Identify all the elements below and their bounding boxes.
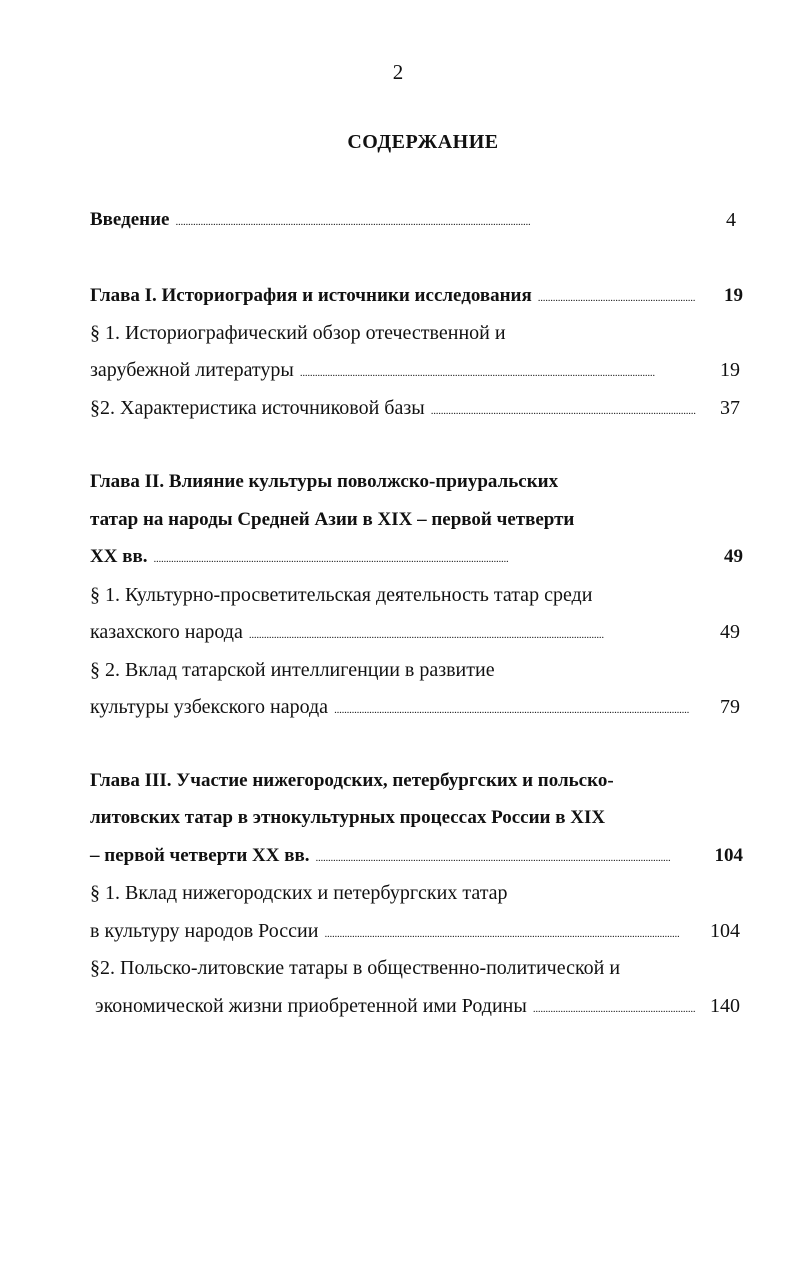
entry-text: казахского народа: [90, 617, 249, 647]
entry-text: культуры узбекского народа: [90, 692, 334, 722]
toc-entry-2-2[interactable]: [90, 692, 696, 722]
toc-entry-1-1[interactable]: [90, 355, 696, 385]
toc-entry-intro[interactable]: [90, 205, 696, 235]
toc-entry-3-1[interactable]: [90, 916, 696, 946]
entry-text: зарубежной литературы: [90, 355, 300, 385]
toc-entry-1-1-line1[interactable]: § 1. Историографический обзор отечественной и: [90, 322, 506, 344]
toc-entry-3-2-line1[interactable]: §2. Польско-литовские татары в общественно-политической и: [90, 957, 621, 979]
entry-text: Глава I. Историография и источники исследования: [90, 281, 538, 311]
leader-dots: [176, 205, 697, 237]
entry-text: Введение: [90, 205, 176, 235]
toc-entry-2-1-line1[interactable]: § 1. Культурно-просветительская деятельность татар среди: [90, 584, 593, 606]
page-number: 2: [392, 60, 404, 84]
leader-dots: [324, 916, 696, 949]
entry-text: §2. Характеристика источниковой базы: [90, 393, 431, 423]
leader-dots: [300, 355, 696, 388]
toc-entry-chapter-2[interactable]: [90, 542, 696, 572]
leader-dots: [249, 617, 696, 650]
toc-entry-3-2[interactable]: [90, 991, 696, 1021]
toc-entry-chapter-3[interactable]: [90, 841, 696, 871]
leader-dots: [316, 841, 696, 873]
toc-entry-2-2-line1[interactable]: § 2. Вклад татарской интеллигенции в развитие: [90, 659, 495, 681]
leader-dots: [538, 281, 696, 313]
entry-text: – первой четверти XX вв.: [90, 841, 316, 871]
toc-entry-1-2[interactable]: [90, 393, 696, 423]
entry-text: экономической жизни приобретенной ими Родины: [90, 991, 533, 1021]
leader-dots: [431, 393, 696, 426]
leader-dots: [153, 542, 696, 574]
toc-entry-chapter-3-line2[interactable]: литовских татар в этнокультурных процессах России в XIX: [90, 807, 606, 828]
toc-entry-chapter-1[interactable]: [90, 281, 696, 311]
entry-text: в культуру народов России: [90, 916, 324, 946]
leader-dots: [334, 692, 696, 725]
toc-title: СОДЕРЖАНИЕ: [347, 131, 499, 153]
toc-entry-chapter-3-line1[interactable]: Глава III. Участие нижегородских, петербургских и польско-: [90, 770, 614, 791]
toc-entry-chapter-2-line2[interactable]: татар на народы Средней Азии в XIX – первой четверти: [90, 509, 575, 530]
toc-entry-3-1-line1[interactable]: § 1. Вклад нижегородских и петербургских татар: [90, 882, 508, 904]
entry-text: XX вв.: [90, 542, 153, 572]
leader-dots: [533, 991, 696, 1024]
toc-entry-chapter-2-line1[interactable]: Глава II. Влияние культуры поволжско-приуральских: [90, 471, 559, 492]
toc-entry-2-1[interactable]: [90, 617, 696, 647]
